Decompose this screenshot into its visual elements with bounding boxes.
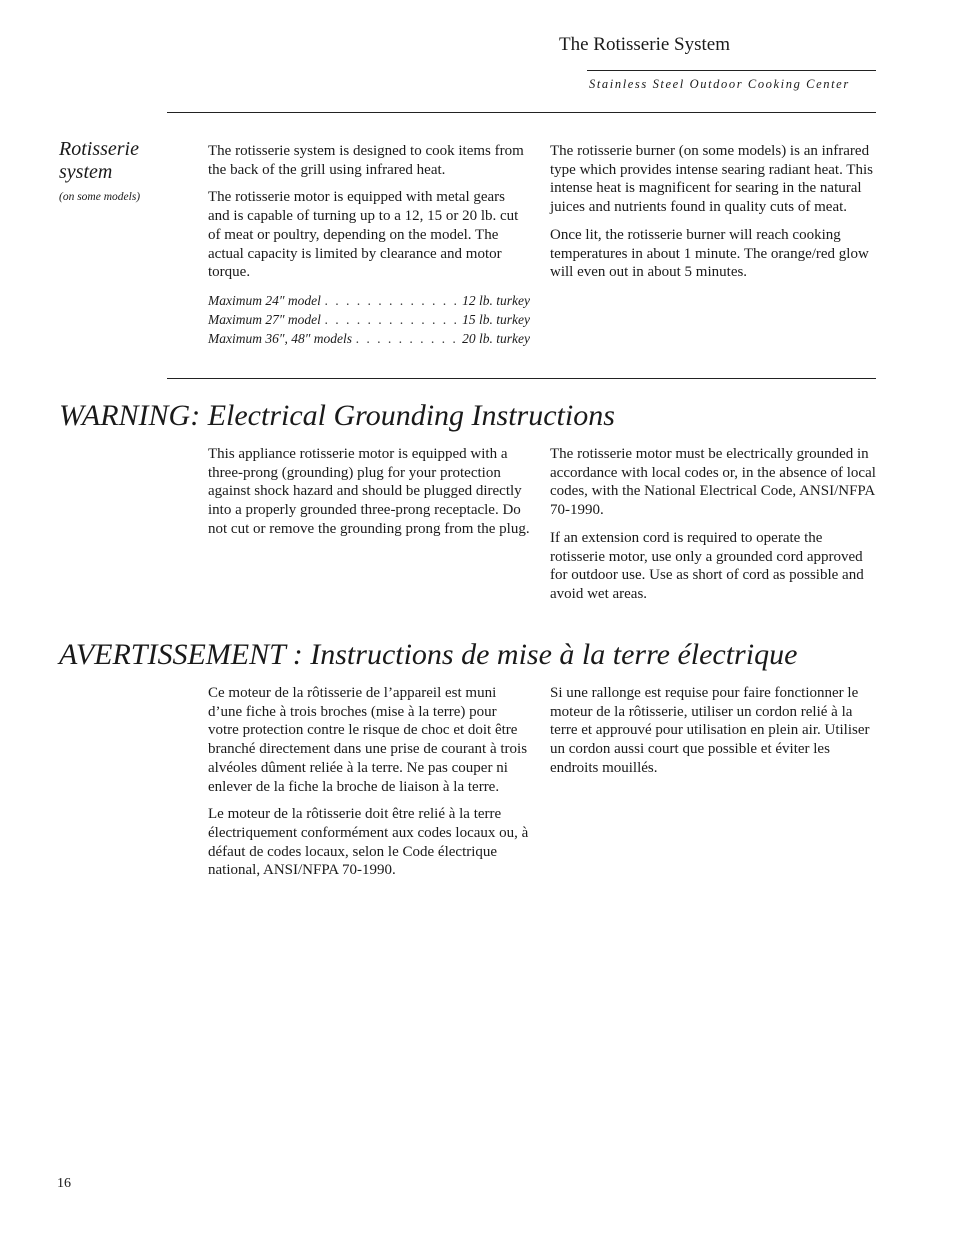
- paragraph: If an extension cord is required to operate the rotisserie motor, use only a grounded cord approved for outdoor use. Use as short of cord as possible and avoid wet areas.: [550, 529, 864, 602]
- document-subtitle: Stainless Steel Outdoor Cooking Center: [589, 77, 850, 91]
- rotisserie-right-column: [550, 142, 876, 291]
- spec-row: [208, 291, 530, 310]
- paragraph: Si une rallonge est requise pour faire fonctionner le moteur de la rôtisserie, utiliser un cordon relié à la terre et approuvé pour utilisation en plein air. Utiliser un cordon aussi court que possible et éviter les endroits mouillés.: [550, 685, 870, 776]
- spec-row: [208, 329, 530, 348]
- rotisserie-left-column: [208, 142, 530, 348]
- header-rule: [587, 70, 876, 71]
- capacity-spec-list: [208, 291, 530, 348]
- section-title: The Rotisserie System: [559, 34, 730, 55]
- spec-label: Maximum 27″ model: [208, 311, 321, 327]
- spec-value: 20 lb. turkey: [462, 330, 530, 346]
- paragraph: This appliance rotisserie motor is equipped with a three-prong (grounding) plug for your protection against shock hazard and should be plugged directly into a properly grounded three-prong receptacle. Do not cut or remove the grounding prong from the plug.: [208, 446, 530, 537]
- paragraph: Le moteur de la rôtisserie doit être relié à la terre électriquement conformément aux codes locaux ou, à défaut de codes locaux, selon le Code électrique national, ANSI/NFPA 70-1990.: [208, 806, 529, 879]
- paragraph: Ce moteur de la rôtisserie de l’appareil est muni d’une fiche à trois broches (mise à la terre) pour votre protection contre le risque de choc et doit être branché directement dans une prise de courant à trois alvéoles dûment reliée à la terre. Ne pas couper ni enlever de la fiche la broche de liaison à la terre.: [208, 685, 528, 795]
- spec-row: [208, 310, 530, 329]
- leader-dots: [321, 310, 462, 329]
- leader-dots: [321, 291, 462, 310]
- rotisserie-side-heading: Rotisserie system: [59, 138, 139, 183]
- spec-value: 12 lb. turkey: [462, 292, 530, 308]
- spec-value: 15 lb. turkey: [462, 311, 530, 327]
- warning-left-column: [208, 445, 530, 548]
- section-divider: [167, 378, 876, 379]
- rotisserie-side-note: (on some models): [59, 191, 141, 203]
- paragraph: The rotisserie motor must be electrically grounded in accordance with local codes or, in the absence of local codes, with the National Electrical Code, ANSI/NFPA 70-1990.: [550, 446, 876, 519]
- paragraph: The rotisserie system is designed to cook items from the back of the grill using infrared heat.: [208, 143, 524, 178]
- top-divider: [167, 112, 876, 113]
- paragraph: The rotisserie burner (on some models) is an infrared type which provides intense searing radiant heat. This intense heat is magnificent for searing in the natural juices and nutrients found in quality cuts of meat.: [550, 143, 873, 216]
- paragraph: The rotisserie motor is equipped with metal gears and is capable of turning up to a 12, 15 or 20 lb. cut of meat or poultry, depending on the model. The actual capacity is limited by clearance and motor torque.: [208, 189, 519, 281]
- avertissement-heading: AVERTISSEMENT : Instructions de mise à la terre électrique: [59, 638, 798, 671]
- warning-right-column: [550, 445, 876, 613]
- avertissement-left-column: [208, 684, 530, 889]
- spec-label: Maximum 24″ model: [208, 292, 321, 308]
- spec-label: Maximum 36″, 48″ models: [208, 330, 352, 346]
- paragraph: Once lit, the rotisserie burner will reach cooking temperatures in about 1 minute. The orange/red glow will even out in about 5 minutes.: [550, 226, 869, 281]
- warning-heading: WARNING: Electrical Grounding Instructions: [59, 399, 615, 432]
- page-number: 16: [57, 1176, 71, 1191]
- leader-dots: [352, 329, 462, 348]
- avertissement-right-column: [550, 684, 876, 787]
